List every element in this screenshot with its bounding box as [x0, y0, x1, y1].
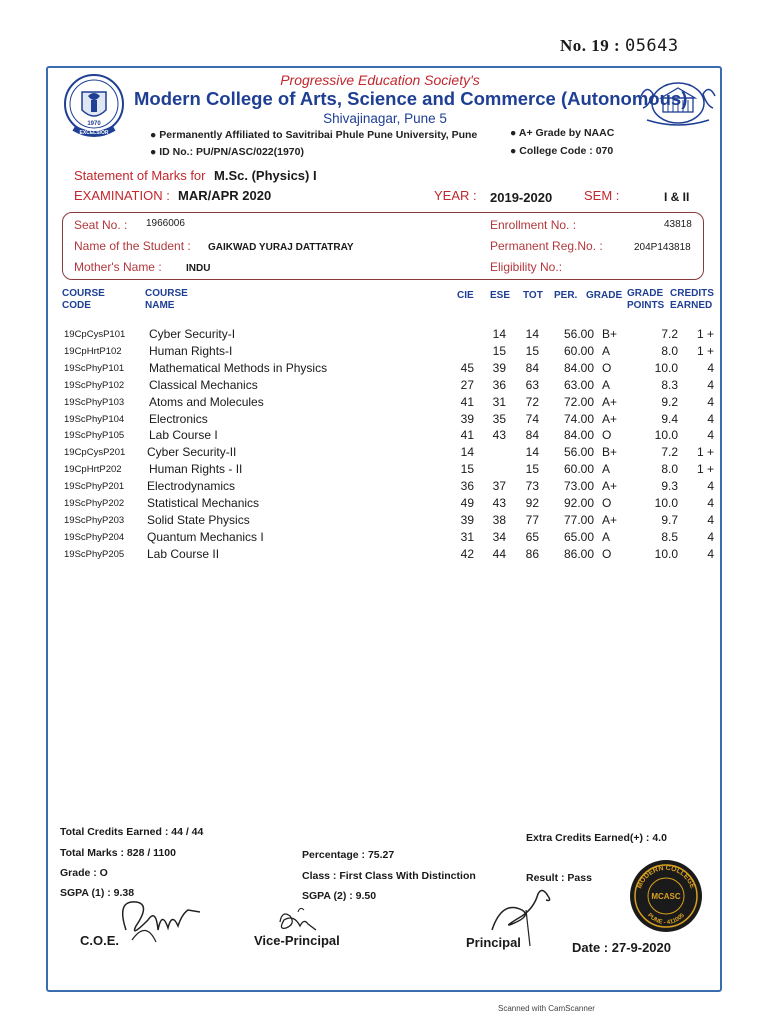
student-name-value: GAIKWAD YURAJ DATTATRAY — [208, 242, 354, 253]
table-row — [0, 428, 768, 444]
table-row — [0, 462, 768, 478]
mother-name-value: INDU — [186, 263, 211, 274]
course-name-cell: Human Rights - II — [149, 462, 243, 477]
naac-text: A+ Grade by NAAC — [518, 127, 615, 139]
course-code-cell: 19CpHrtP102 — [64, 345, 122, 357]
tot-cell: 15 — [525, 343, 539, 358]
tot-cell: 72 — [525, 394, 539, 409]
course-name-cell: Atoms and Molecules — [149, 394, 264, 409]
credits-cell: 1 + — [696, 462, 714, 477]
scanner-note: Scanned with CamScanner — [498, 1004, 595, 1013]
enrollment-label: Enrollment No. : — [490, 218, 577, 232]
ese-cell: 36 — [492, 377, 506, 392]
per-cell: 84.00 — [563, 360, 594, 375]
credits-cell: 4 — [707, 428, 714, 443]
course-name-cell: Solid State Physics — [147, 512, 250, 527]
society-name: Progressive Education Society's — [280, 72, 480, 88]
sgpa-2: SGPA (2) : 9.50 — [302, 890, 377, 902]
college-name: Modern College of Arts, Science and Commerce (Autonomous) — [134, 88, 688, 109]
naac-line: ● A+ Grade by NAAC — [510, 127, 615, 139]
cie-cell: 41 — [460, 428, 474, 443]
course-name-cell: Electronics — [149, 411, 208, 426]
seat-label: Seat No. : — [74, 218, 128, 232]
grade-cell: O — [602, 428, 612, 443]
table-row — [0, 361, 768, 377]
grade-cell: O — [602, 360, 612, 375]
header-grade: GRADE — [586, 290, 623, 301]
course-name-cell: Mathematical Methods in Physics — [149, 360, 328, 375]
header-course-code — [62, 288, 105, 312]
table-row — [0, 378, 768, 394]
credits-cell: 1 + — [696, 327, 714, 341]
grade-points-cell: 8.0 — [661, 462, 678, 477]
table-row — [0, 327, 768, 343]
course-code-cell: 19ScPhyP204 — [64, 531, 125, 543]
id-text: ID No.: PU/PN/ASC/022(1970) — [159, 146, 304, 158]
ese-cell: 37 — [492, 479, 506, 494]
course-name-cell: Cyber Security-I — [149, 327, 236, 341]
ese-cell: 43 — [492, 428, 506, 443]
seal-bottom-text: PUNE - 411005 — [646, 912, 686, 927]
grade-cell: O — [602, 496, 612, 510]
cie-cell: 49 — [460, 496, 474, 510]
course-code-cell: 19ScPhyP103 — [64, 396, 125, 408]
serial-value: 05643 — [624, 36, 679, 56]
table-row — [0, 547, 768, 563]
ese-cell: 44 — [492, 546, 506, 561]
course-name-cell: Statistical Mechanics — [147, 496, 260, 510]
grade-points-cell: 10.0 — [654, 360, 678, 375]
cie-cell: 14 — [460, 445, 474, 460]
credits-cell: 4 — [707, 512, 714, 527]
mother-name-label: Mother's Name : — [74, 260, 162, 274]
sem-value: I & II — [664, 190, 690, 204]
per-cell: 65.00 — [563, 529, 594, 544]
cie-cell: 36 — [460, 479, 474, 494]
ese-cell: 15 — [492, 343, 506, 358]
vice-principal-label: Vice-Principal — [254, 933, 340, 948]
grade-cell: A — [602, 462, 611, 477]
grade-cell: A+ — [602, 512, 618, 527]
tot-cell: 14 — [525, 445, 539, 460]
tot-cell: 84 — [525, 360, 539, 375]
course-code-cell: 19ScPhyP205 — [64, 548, 125, 560]
grade-cell: A — [602, 377, 611, 392]
ese-cell: 38 — [492, 512, 506, 527]
credits-cell: 4 — [707, 394, 714, 409]
college-seal-icon — [628, 858, 704, 934]
header-code-line1: COURSE — [62, 288, 105, 299]
grade-points-cell: 9.2 — [661, 394, 678, 409]
credits-cell: 4 — [707, 496, 714, 510]
overall-grade: Grade : O — [60, 867, 108, 879]
per-cell: 63.00 — [563, 377, 594, 392]
principal-label: Principal — [466, 935, 521, 950]
table-row — [0, 496, 768, 512]
grade-cell: A — [602, 343, 611, 358]
class-result: Class : First Class With Distinction — [302, 870, 476, 882]
course-name-cell: Classical Mechanics — [149, 377, 258, 392]
grade-points-cell: 9.3 — [661, 479, 678, 494]
credits-cell: 4 — [707, 529, 714, 544]
tot-cell: 84 — [525, 428, 539, 443]
crest-motto: EXCELSIOR — [79, 130, 109, 136]
per-cell: 56.00 — [563, 327, 594, 341]
per-cell: 77.00 — [563, 512, 594, 527]
cie-cell: 27 — [460, 377, 474, 392]
table-row — [0, 445, 768, 461]
course-name-cell: Electrodynamics — [147, 479, 236, 494]
grade-points-cell: 9.4 — [661, 411, 678, 426]
seal-center-text: MCASC — [651, 892, 681, 901]
cie-cell: 15 — [460, 462, 474, 477]
college-city: Shivajinagar, Pune 5 — [323, 111, 447, 126]
per-cell: 60.00 — [563, 343, 594, 358]
per-cell: 72.00 — [563, 394, 594, 409]
credits-cell: 4 — [707, 411, 714, 426]
college-code-text: College Code : 070 — [519, 145, 614, 157]
grade-cell: A — [602, 529, 611, 544]
course-name-cell: Lab Course I — [149, 428, 218, 443]
header-per: PER. — [554, 290, 578, 301]
course-code-cell: 19ScPhyP202 — [64, 498, 125, 509]
tot-cell: 74 — [525, 411, 539, 426]
serial-number — [560, 36, 679, 56]
header-gp-line1: GRADE — [627, 288, 664, 299]
tot-cell: 77 — [525, 512, 539, 527]
grade-points-cell: 8.3 — [661, 377, 678, 392]
id-line: ● ID No.: PU/PN/ASC/022(1970) — [150, 146, 304, 158]
course-name-cell: Lab Course II — [147, 546, 220, 561]
table-row — [0, 479, 768, 495]
affiliation-text: Permanently Affiliated to Savitribai Phule Pune University, Pune — [159, 129, 478, 141]
total-credits: Total Credits Earned : 44 / 44 — [60, 826, 204, 838]
cie-cell: 39 — [460, 512, 474, 527]
result: Result : Pass — [526, 872, 592, 884]
cie-cell: 39 — [460, 411, 474, 426]
college-crest-icon — [62, 70, 126, 142]
header-name-line2: NAME — [145, 300, 175, 311]
course-name-cell: Human Rights-I — [149, 343, 233, 358]
course-code-cell: 19CpCysP201 — [64, 447, 126, 459]
table-row — [0, 344, 768, 360]
coe-label: C.O.E. — [80, 933, 120, 948]
crest-year: 1970 — [87, 121, 101, 127]
program-name: M.Sc. (Physics) I — [214, 168, 317, 183]
table-row — [0, 513, 768, 529]
tot-cell: 73 — [525, 479, 539, 494]
year-label: YEAR : — [434, 188, 477, 203]
cie-cell: 41 — [460, 394, 474, 409]
grade-cell: O — [602, 546, 612, 561]
course-name-cell: Quantum Mechanics I — [147, 529, 264, 544]
per-cell: 84.00 — [563, 428, 594, 443]
statement-label: Statement of Marks for — [74, 168, 206, 183]
ese-cell: 35 — [492, 411, 506, 426]
course-code-cell: 19ScPhyP101 — [64, 362, 125, 374]
ese-cell: 14 — [492, 327, 506, 341]
exam-value: MAR/APR 2020 — [178, 188, 272, 203]
serial-label: No. 19 : — [560, 36, 621, 55]
grade-points-cell: 7.2 — [661, 445, 678, 460]
cie-cell: 45 — [460, 360, 474, 375]
sgpa-1: SGPA (1) : 9.38 — [60, 887, 135, 899]
tot-cell: 86 — [525, 546, 539, 561]
ese-cell: 31 — [492, 394, 506, 409]
cie-cell: 31 — [460, 529, 474, 544]
grade-points-cell: 10.0 — [654, 546, 678, 561]
header-gp-line2: POINTS — [627, 300, 665, 311]
course-code-cell: 19ScPhyP102 — [64, 379, 125, 391]
course-name-cell: Cyber Security-II — [147, 445, 237, 460]
sem-label: SEM : — [584, 188, 620, 203]
header-credits-line1: CREDITS — [670, 288, 714, 299]
tot-cell: 63 — [525, 377, 539, 392]
header-ese: ESE — [490, 290, 511, 301]
total-marks: Total Marks : 828 / 1100 — [60, 847, 176, 859]
permanent-reg-value: 204P143818 — [634, 242, 691, 253]
header-credits-line2: EARNED — [670, 300, 713, 311]
credits-cell: 1 + — [696, 445, 714, 460]
course-code-cell: 19ScPhyP203 — [64, 514, 125, 526]
ese-cell: 43 — [492, 496, 506, 510]
course-code-cell: 19ScPhyP105 — [64, 430, 125, 442]
seal-top-text: MODERN COLLEGE — [636, 864, 696, 890]
header-cie: CIE — [457, 290, 474, 301]
enrollment-value: 43818 — [664, 219, 692, 230]
extra-credits: Extra Credits Earned(+) : 4.0 — [526, 832, 667, 844]
credits-cell: 4 — [707, 377, 714, 392]
per-cell: 60.00 — [563, 462, 594, 477]
header-grade-points — [627, 288, 664, 312]
eligibility-label: Eligibility No.: — [490, 260, 563, 274]
course-code-cell: 19CpHrtP202 — [64, 464, 122, 476]
grade-cell: A+ — [602, 411, 618, 426]
percentage: Percentage : 75.27 — [302, 849, 395, 861]
header-credits-earned — [670, 288, 714, 312]
grade-points-cell: 7.2 — [661, 327, 678, 341]
tot-cell: 92 — [525, 496, 539, 510]
header-code-line2: CODE — [62, 300, 91, 311]
per-cell: 86.00 — [563, 546, 594, 561]
grade-points-cell: 10.0 — [654, 496, 678, 510]
course-code-cell: 19ScPhyP104 — [64, 413, 125, 425]
cie-cell: 42 — [460, 546, 474, 561]
credits-cell: 4 — [707, 360, 714, 375]
grade-points-cell: 8.5 — [661, 529, 678, 544]
grade-cell: A+ — [602, 394, 618, 409]
year-value: 2019-2020 — [490, 190, 553, 205]
per-cell: 73.00 — [563, 479, 594, 494]
seat-value: 1966006 — [146, 218, 185, 229]
exam-label: EXAMINATION : — [74, 188, 170, 203]
credits-cell: 4 — [707, 479, 714, 494]
student-name-label: Name of the Student : — [74, 239, 191, 253]
grade-cell: B+ — [602, 327, 618, 341]
per-cell: 92.00 — [563, 496, 594, 510]
vice-principal-signature-icon — [270, 902, 330, 936]
ese-cell: 34 — [492, 529, 506, 544]
issue-date: Date : 27-9-2020 — [572, 940, 671, 955]
grade-points-cell: 10.0 — [654, 428, 678, 443]
per-cell: 74.00 — [563, 411, 594, 426]
header-course-name — [145, 288, 188, 312]
credits-cell: 4 — [707, 546, 714, 561]
table-row — [0, 530, 768, 546]
ese-cell: 39 — [492, 360, 506, 375]
credits-cell: 1 + — [696, 343, 714, 358]
header-name-line1: COURSE — [145, 288, 188, 299]
permanent-reg-label: Permanent Reg.No. : — [490, 239, 603, 253]
grade-points-cell: 8.0 — [661, 343, 678, 358]
course-code-cell: 19ScPhyP201 — [64, 481, 125, 493]
course-code-cell: 19CpCysP101 — [64, 329, 126, 340]
tot-cell: 14 — [525, 327, 539, 341]
college-code-line: ● College Code : 070 — [510, 145, 614, 157]
header-tot: TOT — [523, 290, 543, 301]
affiliation-line: ● Permanently Affiliated to Savitribai Phule Pune University, Pune — [150, 129, 478, 141]
grade-cell: B+ — [602, 445, 618, 460]
grade-points-cell: 9.7 — [661, 512, 678, 527]
table-row — [0, 395, 768, 411]
grade-cell: A+ — [602, 479, 618, 494]
table-row — [0, 412, 768, 428]
tot-cell: 15 — [525, 462, 539, 477]
tot-cell: 65 — [525, 529, 539, 544]
per-cell: 56.00 — [563, 445, 594, 460]
